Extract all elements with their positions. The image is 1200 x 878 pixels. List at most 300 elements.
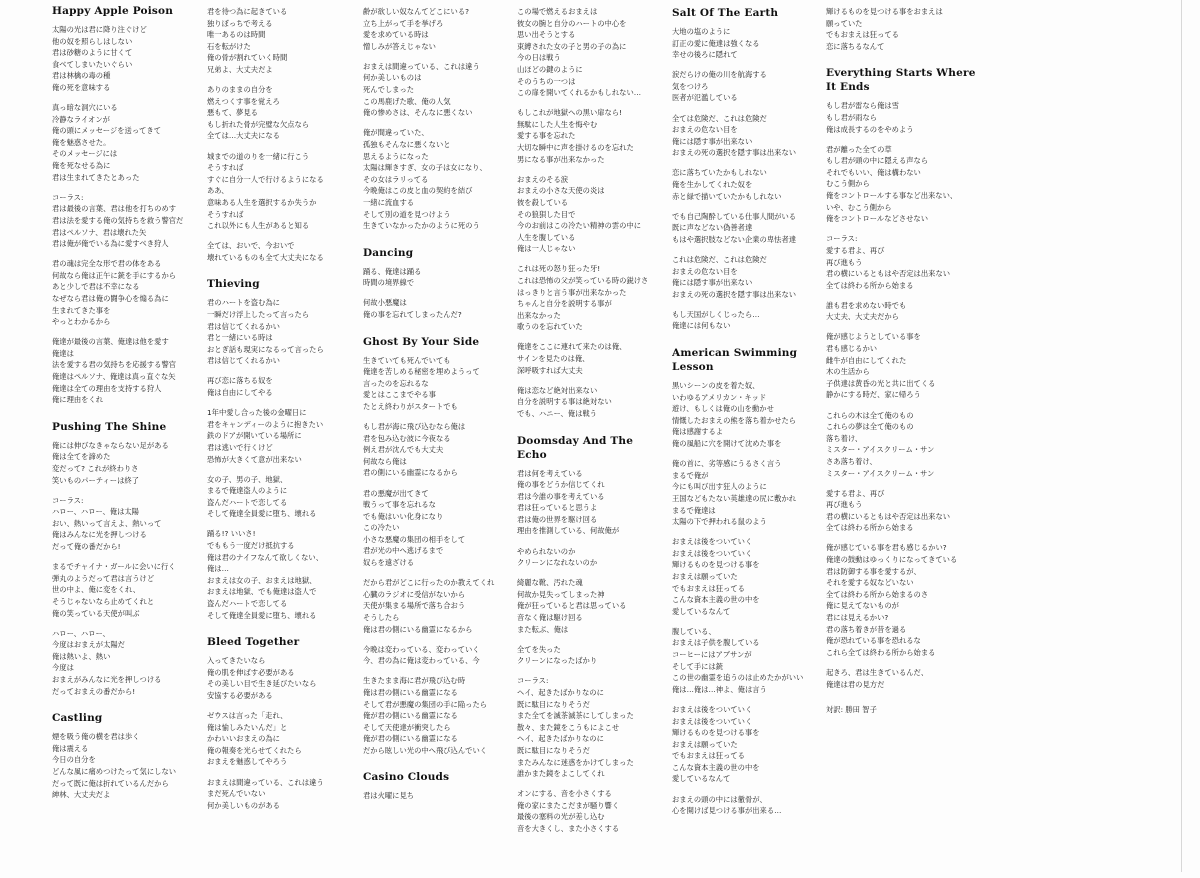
- lyric-line: 小さな悪魔の集団の相手をして: [363, 534, 466, 544]
- lyric-line: 今度はおまえが太陽だ: [52, 640, 125, 650]
- lyric-line: 君は何を考えている: [517, 468, 583, 478]
- lyric-stanza: [363, 790, 503, 802]
- lyric-stanza: [207, 474, 347, 520]
- lyric-line: 意味ある人生を選択するか失うか: [207, 197, 317, 207]
- lyric-stanza: [517, 107, 662, 165]
- lyric-line: もしこれが地獄への黒い扉なら!: [517, 108, 623, 118]
- lyric-line: どんな風に痛めつけたって気にしない: [52, 766, 177, 776]
- lyric-line: 子供達は黄昏の光と共に出てくる: [826, 378, 936, 388]
- lyric-line: そして別の道を見つけよう: [363, 209, 451, 219]
- lyric-line: 笑いものパーティーは終了: [52, 475, 139, 485]
- lyric-line: 幸せの後ろに隠れて: [672, 50, 738, 60]
- lyric-line: すぐに自分一人で行けるようになる: [207, 174, 324, 184]
- lyric-line: もし君が頭の中に隠える声なら: [826, 156, 929, 166]
- lyric-line: また転ぶ、俺は: [517, 624, 569, 634]
- lyric-line: 俺の笑っている天使が叫ぶ: [52, 608, 140, 618]
- song-block: [207, 6, 347, 263]
- lyric-line: 食べてしまいたいぐらい: [52, 59, 133, 69]
- lyric-line: これらの夢は全て俺のもの: [826, 422, 914, 432]
- lyrics-column-6: [826, 6, 976, 878]
- lyric-line: でもおまえは狂ってる: [672, 583, 745, 593]
- lyric-line: おまえは間違っている、これは違う: [363, 61, 480, 71]
- song-title: Casino Clouds: [363, 771, 450, 784]
- lyric-line: 生きたまま海に君が飛び込む時: [363, 676, 466, 686]
- lyric-line: コーラス:: [52, 495, 84, 505]
- lyric-stanza: [517, 6, 662, 99]
- lyric-line: もし天国がしくじったら…: [672, 309, 760, 319]
- lyric-line: 思い出そうとする: [517, 30, 576, 40]
- lyric-line: ヘイ、起きたばかりなのに: [517, 734, 604, 744]
- song-block: [672, 6, 817, 332]
- lyric-line: 君は防御する事を愛するが、: [826, 566, 921, 576]
- lyric-line: 全ては終わる所から始まる: [826, 523, 914, 533]
- lyric-line: 遊け、もしくは俺の山を動かせ: [672, 404, 774, 414]
- lyric-line: そうじゃないなら止めてくれと: [52, 596, 155, 606]
- lyric-line: おまえの小さな天使の炎は: [517, 186, 605, 196]
- lyric-line: 安協する必要がある: [207, 691, 273, 700]
- lyric-line: 君は今誰の事を考えている: [517, 491, 605, 501]
- lyric-line: 俺は成長するのをやめよう: [826, 124, 914, 134]
- lyric-line: 太陽は輝きすぎ、女の子は女になり、: [363, 163, 487, 173]
- lyric-line: 山ほどの鍵のように: [517, 64, 583, 74]
- lyric-line: おまえの危ない目を: [672, 266, 738, 276]
- song-block: [517, 434, 662, 835]
- song-block: [52, 711, 202, 801]
- lyric-stanza: [672, 26, 817, 61]
- lyric-line: 俺は…俺は…神よ、俺は言う: [672, 684, 767, 694]
- lyric-line: 君は生まれてきたとあった: [52, 172, 140, 182]
- lyric-line: 君には見えるかい?: [826, 613, 889, 623]
- lyric-line: ミスター・アイスクリーム・サン: [826, 445, 935, 455]
- song-title: Everything Starts Where It Ends: [826, 67, 976, 94]
- lyric-line: おまえは後をついていく: [672, 716, 753, 726]
- lyric-line: 君の側にいる幽霊になるから: [363, 468, 458, 478]
- lyric-stanza: [207, 240, 347, 263]
- lyric-line: おまえの死の選択を隠す事は出来ない: [672, 148, 797, 158]
- lyric-line: 今度は: [52, 663, 74, 673]
- lyric-stanza: [52, 24, 202, 94]
- lyric-line: 踊る、俺達は踊る: [363, 266, 422, 276]
- lyric-line: 言ったのを忘れるな: [363, 378, 429, 388]
- lyric-line: その狼狽した目で: [517, 209, 576, 219]
- lyric-line: 天使が集まる場所で落ち合おう: [363, 601, 466, 611]
- lyric-line: そのメッセージには: [52, 149, 118, 159]
- lyric-line: 俺は恋など絶対出来ない: [517, 385, 598, 395]
- lyric-stanza: [52, 336, 202, 406]
- lyric-stanza: [672, 626, 817, 696]
- lyric-line: 鉄のドアが開いている場所に: [207, 431, 302, 441]
- lyric-stanza: [826, 667, 976, 690]
- song-block: [52, 420, 202, 697]
- lyric-line: 今の日は戦う: [517, 53, 561, 63]
- lyric-line: これらの木は全て俺のもの: [826, 410, 914, 420]
- lyric-line: 今晩は変わっている、変わっていく: [363, 644, 480, 654]
- lyric-line: クリーンになったばかり: [517, 656, 598, 666]
- lyric-line: この扉を開いてくれるかもしれない…: [517, 88, 642, 98]
- lyric-line: 訂正の愛に俺達は強くなる: [672, 38, 760, 48]
- lyric-line: 大地の塩のように: [672, 27, 731, 36]
- lyric-line: そうすれば: [207, 209, 244, 219]
- lyrics-column-4: [517, 6, 662, 878]
- lyric-line: 愛しているなんて: [672, 606, 731, 616]
- lyric-line: そのうちの一つは: [517, 76, 576, 86]
- lyric-line: 静かにする時だ、家に帰ろう: [826, 390, 921, 400]
- lyric-line: 俺は愉しみたいんだ」と: [207, 722, 288, 732]
- song-title: Doomsday And The Echo: [517, 434, 634, 461]
- lyric-line: この世の幽霊を追うのは止めたかがいい: [672, 673, 804, 683]
- lyric-line: 俺は君の側にいる幽霊になる: [363, 687, 458, 697]
- lyric-line: 医者が氾濫している: [672, 93, 738, 103]
- lyric-line: 愛する君よ、再び: [826, 488, 885, 498]
- lyric-line: 1年中愛し合った後の金曜日に: [207, 408, 307, 418]
- lyric-line: 俺達を苦しめる秘密を埋めようって: [363, 367, 480, 377]
- lyric-stanza: [207, 151, 347, 232]
- lyric-line: 再び進もう: [826, 257, 863, 267]
- lyric-line: 男になる事が出来なかった: [517, 154, 605, 164]
- lyric-stanza: [517, 468, 662, 538]
- lyric-line: 恋に落ちるなんて: [826, 41, 885, 51]
- lyric-line: これ以外にも人生があると知る: [207, 221, 310, 231]
- lyric-line: オンにする、音を小さくする: [517, 789, 612, 799]
- lyric-stanza: [207, 655, 347, 701]
- lyric-line: この馬鹿げた歌、俺の人気: [363, 96, 451, 106]
- lyric-line: 君も感じるかい: [826, 344, 878, 354]
- lyric-line: その女はラリってる: [363, 174, 429, 184]
- lyric-line: そして俺達全員愛に堕ち、壊れる: [207, 610, 317, 620]
- lyric-line: 法を愛する君の気持ちを応援する警官: [52, 360, 177, 370]
- lyric-line: 愛する事を忘れた: [517, 131, 576, 141]
- lyric-line: 君は林檎の毒の種: [52, 71, 111, 81]
- lyric-line: 俺達は: [52, 348, 74, 358]
- lyric-line: これら全ては終わる所から始まる: [826, 647, 936, 657]
- lyric-line: かわいいおまえの為に: [207, 734, 280, 744]
- lyric-line: サインを見たのは俺、: [517, 354, 590, 364]
- lyric-line: だって俺の番だから!: [52, 542, 121, 552]
- lyric-line: 壊れているものも全て大丈夫になる: [207, 252, 324, 262]
- lyric-line: 一瞬だけ浮上したって言ったら: [207, 309, 310, 319]
- lyric-stanza: [517, 577, 662, 635]
- lyric-line: それでもいい、俺は構わない: [826, 167, 921, 177]
- lyric-line: 誰かまた鏡をよこしてくれ: [517, 769, 605, 779]
- lyric-stanza: [672, 113, 817, 159]
- lyric-line: コーラス:: [52, 192, 84, 202]
- lyrics-column-3: [363, 6, 503, 878]
- lyric-line: 何か美しいものがある: [207, 800, 280, 810]
- lyric-line: ハロー、ハロー、: [52, 628, 110, 638]
- lyric-line: 兄弟よ、大丈夫だよ: [207, 64, 273, 74]
- lyric-stanza: [363, 266, 503, 289]
- lyric-line: 俺をコントロールなどさせない: [826, 214, 929, 224]
- translator-credit: 対訳: 勝田 智子: [826, 705, 877, 715]
- lyric-line: 俺は自由にしてやる: [207, 388, 273, 398]
- lyric-line: 心臓のラジオに受信がないから: [363, 589, 466, 599]
- lyric-line: ミスター・アイスクリーム・サン: [826, 468, 935, 478]
- song-title: Castling: [52, 712, 103, 725]
- lyric-line: これは死の怒り狂った牙!: [517, 264, 601, 274]
- lyric-line: 歌うのを忘れていた: [517, 322, 583, 332]
- lyric-line: 俺の肌を伸ばす必要がある: [207, 667, 295, 677]
- lyric-line: 俺の頭にメッセージを送ってきて: [52, 126, 162, 136]
- lyric-line: おまえは願っていた: [672, 571, 738, 581]
- lyric-line: 憎しみが答えじゃない: [363, 41, 436, 51]
- lyric-stanza: [207, 297, 347, 367]
- song-block: [52, 4, 202, 406]
- song-title: Ghost By Your Side: [363, 335, 480, 348]
- lyric-stanza: [672, 309, 817, 332]
- lyric-line: 雌牛が自由にしてくれた: [826, 355, 907, 365]
- lyric-line: 俺に見えてないものが: [826, 601, 899, 611]
- lyric-line: その美しい目で生き延びたいなら: [207, 679, 317, 689]
- song-title: American Swimming Lesson: [672, 347, 798, 374]
- lyric-line: おまえのそる涙: [517, 174, 569, 184]
- lyric-line: 俺はみんなに光を押しつける: [52, 530, 147, 540]
- lyric-line: 俺達はペルソナ、俺達は真っ直ぐな矢: [52, 372, 176, 382]
- lyric-line: 心を開けば見つける事が出来る…: [672, 806, 782, 816]
- lyric-line: 君はペルソナ、君は壊れた矢: [52, 227, 147, 237]
- lyric-line: 俺をコントロールする事など出来ない、: [826, 191, 958, 201]
- lyric-line: おい、熱いって言えよ、熱いって: [52, 518, 162, 528]
- lyric-stanza: [52, 731, 202, 801]
- lyric-line: 俺が感じようとしている事を: [826, 332, 921, 342]
- lyric-stanza: [207, 407, 347, 465]
- lyric-line: いわゆるアメリカン・キッド: [672, 392, 767, 402]
- lyric-line: 君は砂糖のように甘くて: [52, 48, 133, 58]
- lyric-stanza: [363, 675, 503, 756]
- lyric-line: 俺には隠す事が出来ない: [672, 278, 753, 288]
- lyric-line: 真っ暗な洞穴にいる: [52, 103, 118, 113]
- lyric-line: まるでチャイナ・ガールに会いに行く: [52, 562, 176, 572]
- lyric-stanza: [52, 258, 202, 328]
- lyric-line: 君の落ち着きが昔を過る: [826, 624, 907, 634]
- lyric-line: 俺は熱いよ、熱い: [52, 651, 111, 661]
- lyric-line: やめられないのか: [517, 546, 576, 556]
- lyric-line: 城までの道のりを一緒に行こう: [207, 151, 310, 161]
- lyric-line: ゼウスは言った「走れ、: [207, 711, 288, 721]
- lyric-line: 太陽の光は君に降り注ぐけど: [52, 25, 147, 34]
- lyric-stanza: [826, 488, 976, 534]
- lyric-line: 今日の自分を: [52, 755, 96, 765]
- lyric-line: 恐怖が大きくて意が出来ない: [207, 454, 302, 464]
- lyric-line: 変だって? これが終わりさ: [52, 464, 139, 473]
- lyric-stanza: [826, 144, 976, 225]
- lyric-line: 自分を説明する事は絶対ない: [517, 397, 612, 407]
- lyric-stanza: [826, 331, 976, 401]
- lyric-stanza: [207, 84, 347, 142]
- lyric-line: でもおまえは狂ってる: [826, 30, 899, 40]
- lyric-line: 何故小悪魔は: [363, 298, 407, 308]
- lyric-line: 君が離った全ての草: [826, 144, 892, 154]
- lyric-line: だから君がどこに行ったのか教えてくれ: [363, 578, 495, 588]
- lyric-line: 君のハートを盗む為に: [207, 298, 280, 308]
- lyric-line: 王国などもたない英雄達の尻に敷かれ: [672, 493, 797, 503]
- lyric-stanza: [672, 536, 817, 617]
- lyric-line: 既に駄目になりそうだ: [517, 699, 590, 709]
- lyrics-column-5: [672, 6, 817, 878]
- lyric-stanza: [52, 628, 202, 698]
- lyric-stanza: [207, 528, 347, 621]
- lyric-line: 弾丸のようだって君は言うけど: [52, 573, 155, 583]
- lyric-line: でも俺はいい化身になり: [363, 511, 444, 521]
- lyric-line: 君は最後の言葉、君は他を打ちのめす: [52, 204, 177, 214]
- lyric-line: あと少しで君は不幸になる: [52, 282, 140, 292]
- lyric-line: これは危険だ、これは危険だ: [672, 255, 767, 264]
- lyric-line: おまえは後をついていく: [672, 704, 753, 714]
- lyric-line: 人生を腹している: [517, 232, 576, 242]
- lyric-line: 全ては危険だ、これは危険だ: [672, 113, 767, 123]
- lyric-line: おまえの死の選択を隠す事は出来ない: [672, 289, 797, 299]
- lyric-line: そして天使達が衝突したら: [363, 722, 451, 732]
- lyric-line: 石を転がけた: [207, 41, 251, 51]
- lyric-line: だから眩しい光の中へ飛び込んでいく: [363, 745, 488, 755]
- lyric-stanza: [52, 192, 202, 250]
- lyric-line: 冷静なライオンが: [52, 114, 110, 124]
- lyric-line: おまえがみんなに光を押しつける: [52, 675, 162, 684]
- lyric-line: 起きろ、君は生きているんだ、: [826, 667, 929, 677]
- lyric-line: 俺は…: [207, 564, 229, 574]
- lyric-line: 全てを失った: [517, 644, 561, 654]
- lyric-line: 既に声などない偽善者達: [672, 223, 753, 233]
- lyric-line: 独りぼっちで考える: [207, 18, 273, 28]
- page-fold-line: [1181, 0, 1182, 872]
- lyric-line: 今のお前はこの冷たい精神の雲の中に: [517, 221, 642, 231]
- lyric-line: 君を待つ為に起きている: [207, 7, 288, 16]
- lyric-line: 俺達は全ての理由を支持する狩人: [52, 383, 162, 393]
- lyric-line: 世の中よ、俺に変をくれ、: [52, 585, 140, 595]
- lyric-line: おまえは子供を腹している: [672, 638, 760, 648]
- lyric-line: 出来なかった: [517, 310, 561, 320]
- lyric-line: まるで俺達盗人のように: [207, 486, 288, 496]
- lyric-line: 俺の惨めさは、そんなに悪くない: [363, 108, 473, 118]
- lyric-line: 俺達の鼓動はゆっくりになってきている: [826, 555, 958, 565]
- lyric-line: もし折れた骨が完璧な欠点なら: [207, 119, 310, 129]
- lyric-stanza: [363, 297, 503, 320]
- lyric-stanza: [826, 233, 976, 291]
- lyric-line: ありのままの自分を: [207, 85, 273, 95]
- lyric-line: 誰も君を求めない時でも: [826, 300, 907, 310]
- lyric-line: 輝けるものを見つける事を: [672, 560, 760, 570]
- lyric-line: さあ落ち着け、: [826, 456, 877, 466]
- lyric-line: 俺が間違っていた、: [363, 128, 429, 138]
- lyric-stanza: [207, 375, 347, 398]
- lyric-line: ああ、: [207, 186, 229, 196]
- lyric-line: おまえは後をついていく: [672, 548, 753, 558]
- song-title: Bleed Together: [207, 636, 300, 649]
- lyric-stanza: [363, 488, 503, 569]
- lyric-stanza: [672, 211, 817, 246]
- lyric-line: 俺の事を忘れてしまったんだ?: [363, 309, 462, 319]
- lyric-line: 俺は君の側にいる幽霊になるから: [363, 624, 473, 634]
- lyric-stanza: [672, 794, 817, 817]
- lyric-line: 俺の事をどうか信じてくれ: [517, 480, 605, 490]
- lyric-stanza: [517, 644, 662, 667]
- lyric-stanza: [517, 546, 662, 569]
- lyric-stanza: [363, 644, 503, 667]
- lyric-stanza: [517, 675, 662, 779]
- lyric-line: 俺達が最後の言葉、俺達は他を愛す: [52, 337, 169, 347]
- lyric-line: 入ってきたいなら: [207, 656, 266, 666]
- lyric-line: またみんなに迷惑をかけてしまった: [517, 757, 634, 767]
- song-block: [207, 635, 347, 811]
- song-title: Dancing: [363, 246, 414, 259]
- lyric-line: 君が光の中へ逃げるまで: [363, 546, 444, 556]
- song-block: [363, 246, 503, 321]
- lyric-line: 俺の骨が割れていく時間: [207, 53, 288, 63]
- lyric-line: 俺は君のナイフなんて欲しくない、: [207, 552, 324, 562]
- lyric-line: 戦うって事を忘れるな: [363, 500, 436, 510]
- lyric-line: 俺が君の側にいる幽霊になる: [363, 734, 458, 744]
- lyric-line: 愛とはここまでやる事: [363, 390, 436, 400]
- lyric-line: はっきりと言う事が出来なかった: [517, 287, 627, 297]
- lyric-line: 音を大きくし、また小さくする: [517, 824, 620, 834]
- lyric-line: 落ち着け、: [826, 433, 863, 443]
- lyric-line: 煙を吸う俺の横を君は歩く: [52, 732, 140, 742]
- lyric-line: 俺の家にまたこだまが騒り響く: [517, 800, 620, 810]
- lyric-line: 何故か見失ってしまった神: [517, 589, 605, 599]
- lyric-stanza: [672, 458, 817, 528]
- lyric-line: 俺に理由をくれ: [52, 395, 104, 405]
- lyric-line: 全ては終わる所から始まるのさ: [826, 589, 929, 599]
- song-title: Pushing The Shine: [52, 420, 167, 433]
- lyric-line: 君は狂っていると思うよ: [517, 503, 598, 513]
- lyric-line: 俺の死を意味する: [52, 82, 111, 92]
- lyric-line: 涙だらけの俺の川を航海する: [672, 70, 767, 80]
- lyric-line: 俺を死なせる為に: [52, 161, 111, 171]
- lyric-line: 綺麗な靴、汚れた魂: [517, 578, 583, 588]
- lyric-line: 彼女の腕と自分のハートの中心を: [517, 18, 627, 28]
- lyric-line: 紳林、大丈夫だよ: [52, 790, 111, 800]
- lyric-stanza: [207, 777, 347, 812]
- lyric-line: 君は俺が俺でいる為に愛すべき狩人: [52, 239, 169, 249]
- lyric-line: これは恐怖の父が笑っている時の鋭けさ: [517, 275, 649, 285]
- lyric-line: 君をキャンディーのように抱きたい: [207, 419, 324, 429]
- lyric-line: 立ち上がって手を挙げろ: [363, 18, 444, 28]
- lyric-line: 理由を推測している、何故俺が: [517, 526, 620, 536]
- lyric-line: 俺には隠す事が出来ない: [672, 136, 753, 146]
- lyric-line: 俺の首に、劣等感にうるさく言う: [672, 459, 782, 469]
- lyric-line: ヘイ、起きたばかりなのに: [517, 688, 604, 697]
- lyric-line: 何故なら俺は正午に銃を手にするから: [52, 270, 177, 280]
- lyric-stanza: [363, 421, 503, 479]
- lyric-line: コーラス:: [826, 234, 858, 244]
- lyric-line: 君は逃いで行くけど: [207, 442, 273, 452]
- lyric-line: まるで俺達は: [672, 505, 716, 515]
- lyric-line: そうすれば: [207, 163, 244, 173]
- lyric-line: 君の横にいるともはや否定は出来ない: [826, 511, 951, 521]
- lyric-line: 音なく俺は駆け回る: [517, 613, 583, 623]
- lyrics-column-2: [207, 6, 347, 878]
- song-title: Happy Apple Poison: [52, 5, 174, 17]
- lyric-line: でも自己陶酔している仕事人間がいる: [672, 211, 797, 221]
- lyric-line: 俺は全てを諦めた: [52, 452, 111, 462]
- lyric-line: また全てを滅茶滅茶にしてしまった: [517, 711, 634, 721]
- lyric-stanza: [207, 710, 347, 768]
- lyric-line: でもおまえは狂ってる: [672, 751, 745, 761]
- song-block: [363, 6, 503, 232]
- lyric-line: だっておまえの番だから!: [52, 686, 136, 696]
- lyric-line: もし君が雨なら: [826, 112, 878, 122]
- lyric-stanza: [363, 127, 503, 231]
- lyric-line: 全ては終わる所から始まる: [826, 280, 914, 290]
- lyric-line: 情慨したおまえの熊を落ち着かせたら: [672, 415, 797, 425]
- lyric-line: 俺の報奏を光らせてくれたら: [207, 745, 302, 755]
- lyric-line: 例え君が沈んでも大丈夫: [363, 445, 444, 455]
- lyric-line: 願っていた: [826, 18, 863, 28]
- lyric-line: 既に駄目になりそうだ: [517, 745, 590, 755]
- lyric-line: おまえは間違っている、これは違う: [207, 777, 324, 787]
- lyric-line: 生きていても死んでいても: [363, 355, 451, 365]
- lyric-line: 思えるようになった: [363, 151, 429, 161]
- lyric-line: そして手には銃: [672, 661, 724, 671]
